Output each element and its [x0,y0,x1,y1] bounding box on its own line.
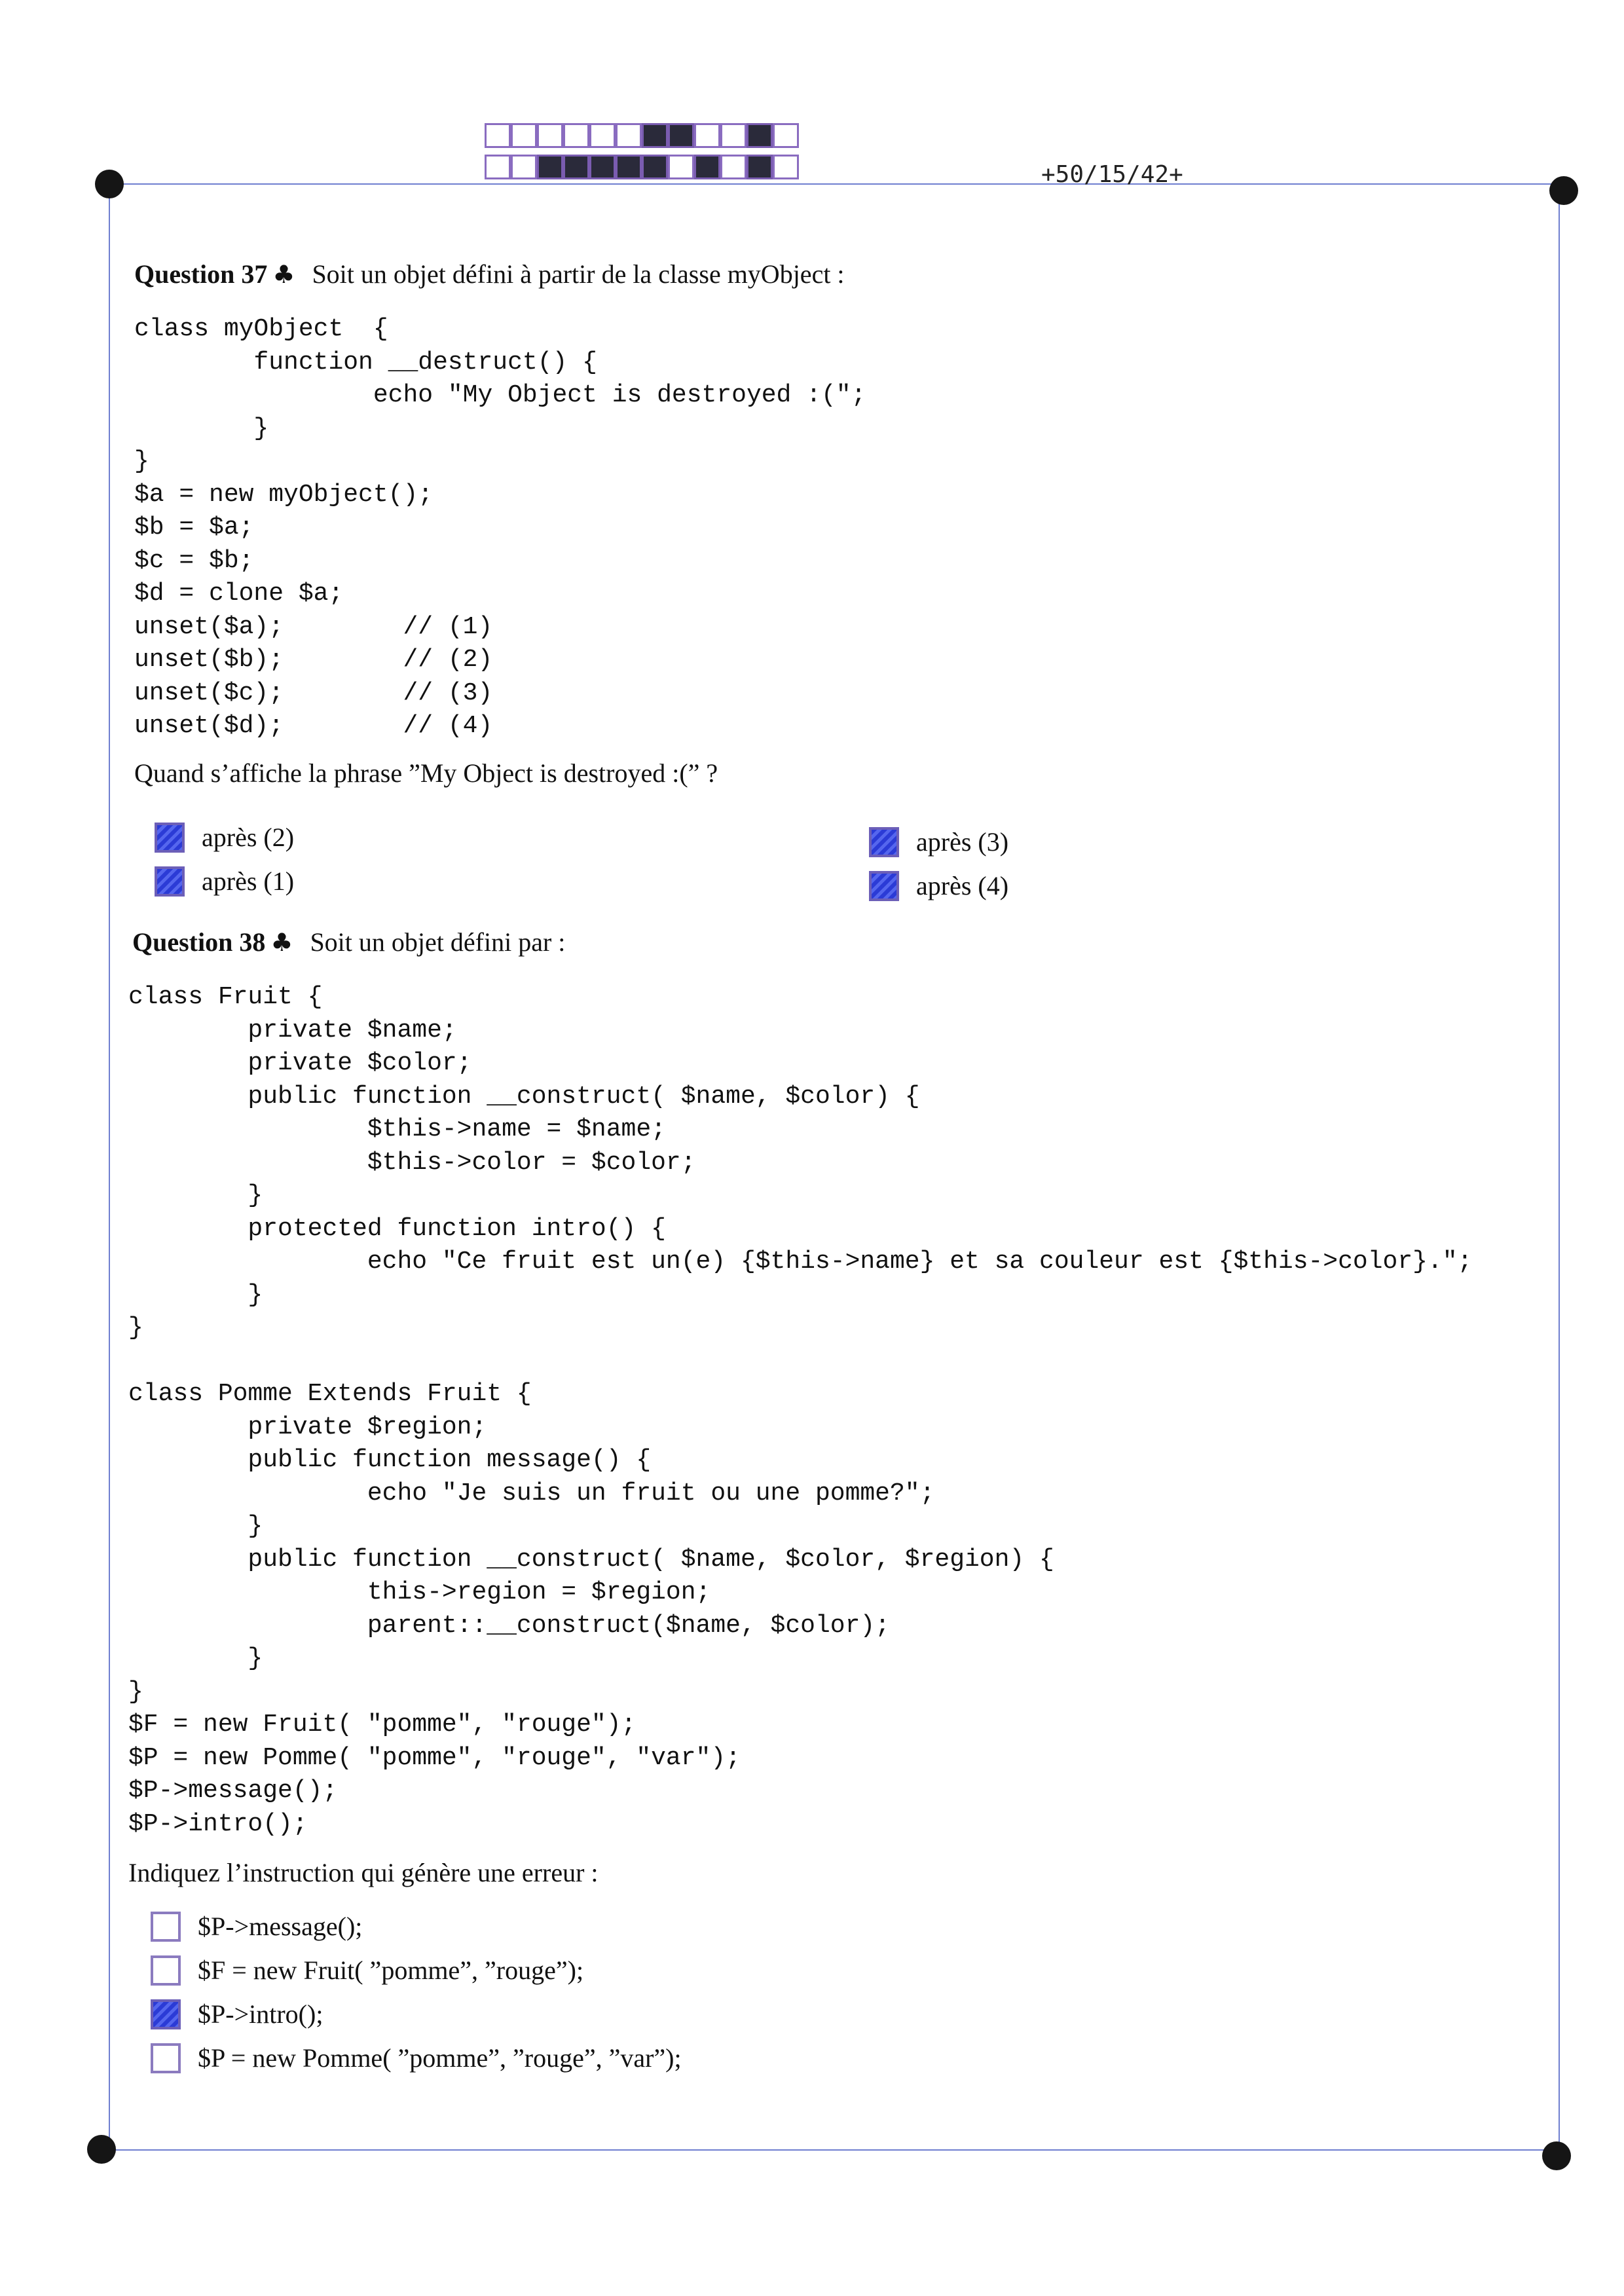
checkbox[interactable] [155,823,185,853]
answer-option[interactable] [151,2043,682,2073]
checkbox[interactable] [155,866,185,897]
question-text: Soit un objet défini à partir de la classe myObject : [312,259,845,289]
frame-top-line [110,183,1565,185]
answer-label: $F = new Fruit( ”pomme”, ”rouge”); [198,1955,584,1985]
answer-option[interactable] [151,1911,362,1942]
answer-option[interactable] [155,822,294,853]
club-icon: ♣ [270,928,293,957]
frame-right-line [1559,191,1560,2149]
corner-marker-top-left [95,170,124,198]
corner-marker-top-right [1549,176,1578,205]
checkbox[interactable] [151,1955,181,1986]
question-number: Question 37 [134,259,268,289]
binary-code-bar-bottom [485,155,799,179]
question-text: Soit un objet défini par : [310,927,566,957]
checkbox[interactable] [151,1912,181,1942]
question-37-header [134,259,845,289]
frame-bottom-line [102,2149,1557,2151]
corner-marker-bottom-left [87,2135,116,2164]
question-37-prompt: Quand s’affiche la phrase ”My Object is destroyed :(” ? [134,758,718,788]
checkbox[interactable] [869,827,899,857]
club-icon: ♣ [272,260,295,289]
checkbox[interactable] [869,871,899,901]
answer-label: $P = new Pomme( ”pomme”, ”rouge”, ”var”); [198,2043,682,2073]
answer-option[interactable] [869,870,1008,901]
answer-label: après (4) [916,871,1009,900]
question-38-prompt: Indiquez l’instruction qui génère une erreur : [128,1858,599,1887]
question-38-code: class Fruit { private $name; private $color; public function __construct( $name, $color) { $this->name = $name; $this->color = $color; } protected function intro() { echo "Ce fruit est un(e) {$this->name} et sa couleur est {$this->color}."; } } class Pomme Extends Fruit { private $region; public function message() { echo "Je suis un fruit ou une pomme?"; } public function __construct( $name, $color, $region) { this->region = $region; parent::__construct($name, $color); } } $F = new Fruit( "pomme", "rouge"); $P = new Pomme( "pomme", "rouge", "var"); $P->message(); $P->intro(); [128,983,1473,1838]
binary-code-bar-top [485,123,799,148]
corner-marker-bottom-right [1542,2141,1571,2170]
answer-option[interactable] [151,1999,323,2029]
checkbox[interactable] [151,2043,181,2073]
question-number: Question 38 [132,927,266,957]
answer-option[interactable] [155,866,294,897]
question-38-header [132,927,565,957]
answer-option[interactable] [869,826,1008,857]
answer-label: après (3) [916,827,1009,857]
frame-left-line [109,185,110,2149]
answer-option[interactable] [151,1955,583,1986]
answer-label: après (1) [202,866,295,896]
question-37-code: class myObject { function __destruct() { echo "My Object is destroyed :("; } } $a = new myObject(); $b = $a; $c = $b; $d = clone $a; unset($a); // (1) unset($b); // (2) unset($c); // (3) unset($d); // (4) [134,315,866,740]
checkbox[interactable] [151,1999,181,2029]
page-number: +50/15/42+ [1041,161,1183,188]
answer-label: après (2) [202,823,295,852]
answer-label: $P->message(); [198,1912,363,1941]
answer-label: $P->intro(); [198,1999,323,2029]
